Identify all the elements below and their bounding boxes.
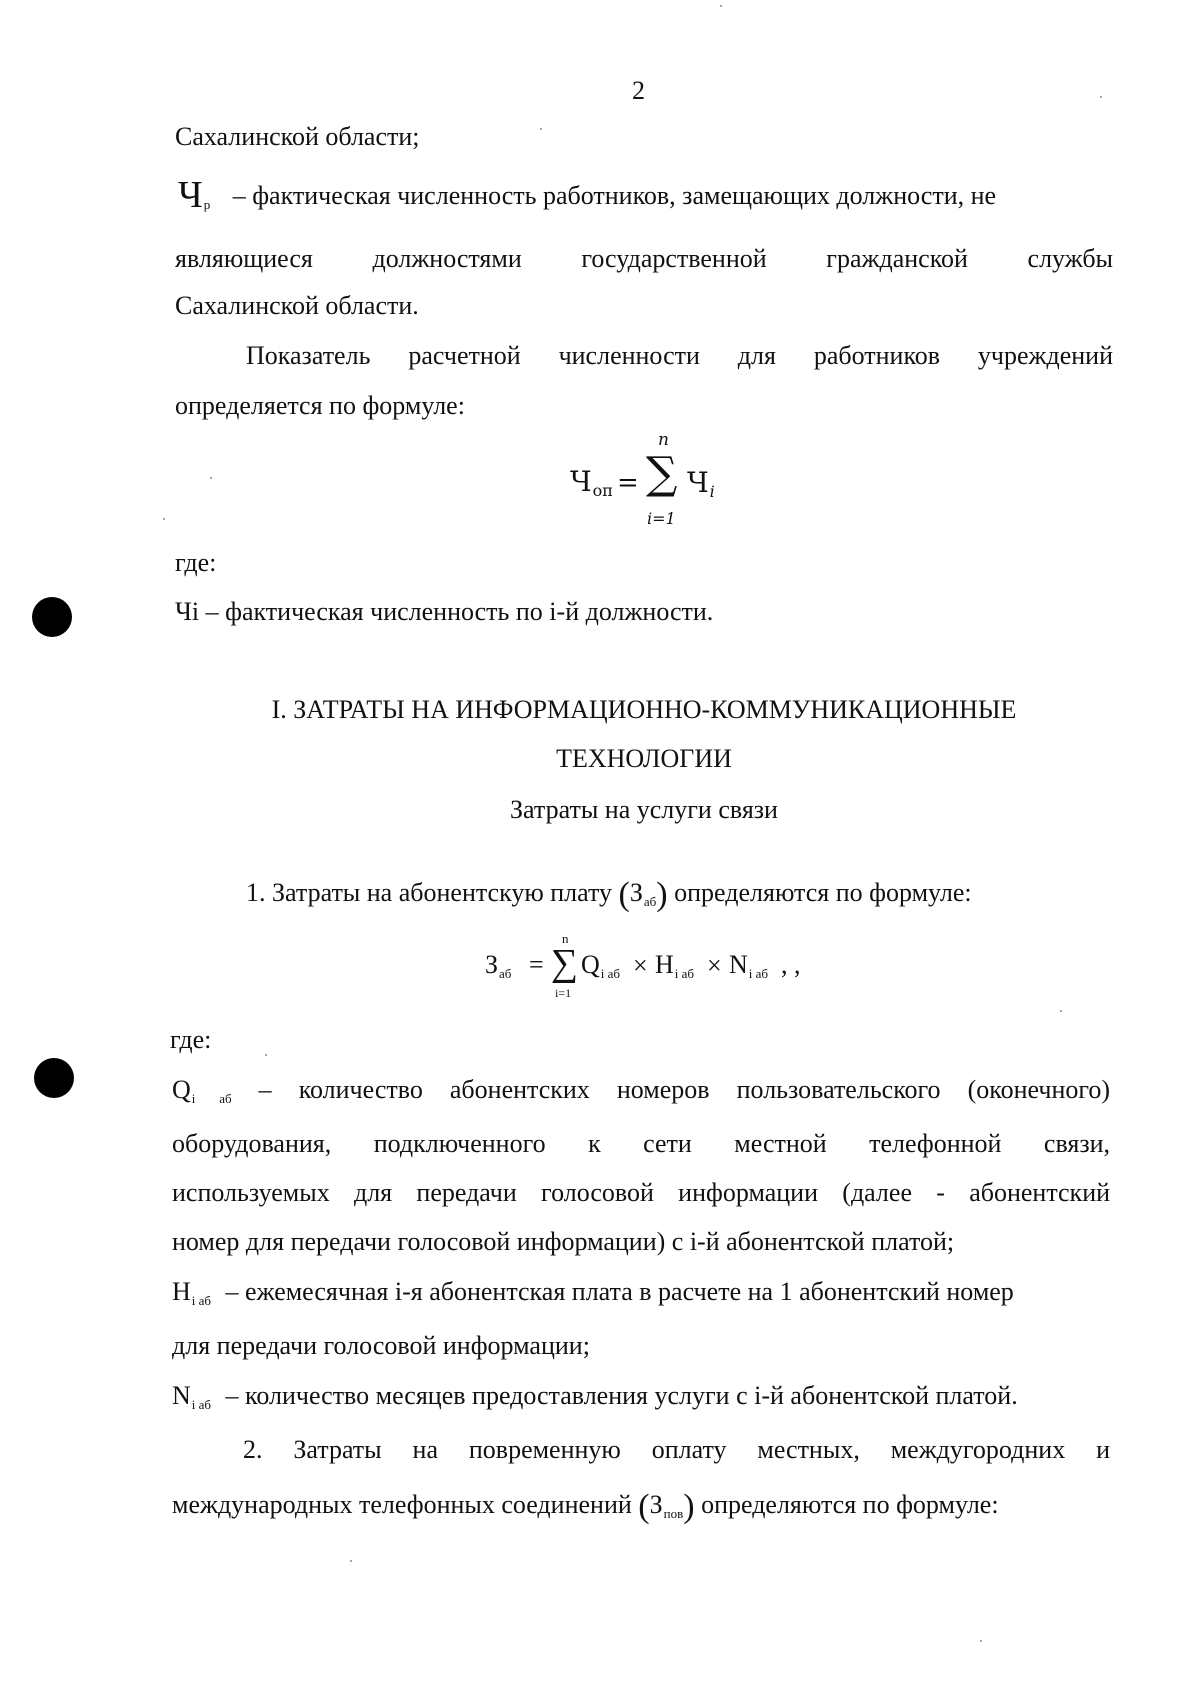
scan-speck: [980, 1640, 982, 1642]
scan-speck: [1060, 1010, 1062, 1012]
formula-term: $Ч_i$: [687, 466, 715, 501]
paragraph-line: Сахалинской области;: [175, 122, 420, 151]
scan-speck: [265, 1054, 267, 1056]
sigma-lower-limit: i=1: [647, 509, 676, 528]
paragraph-line: определяется по формуле:: [175, 391, 465, 420]
scan-speck: [1100, 96, 1102, 98]
scan-speck: [210, 477, 212, 479]
justified-line: Показатель расчетной численности для работников учреждений: [246, 341, 1114, 370]
paragraph-line: Сахалинской области.: [175, 291, 419, 320]
symbol-zpov: $(З_{пов})$: [638, 1488, 695, 1525]
symbol-h: $H_{i аб}$: [172, 1277, 212, 1308]
sigma-upper-limit: n: [562, 931, 569, 946]
item-2-line: 2. Затраты на повременную оплату местных, междугородних и: [243, 1435, 1111, 1464]
symbol-n: $N_{i аб}$: [172, 1381, 212, 1412]
formula-equals: =: [529, 950, 544, 979]
symbol-zab: $(З_{аб})$: [618, 876, 668, 913]
definition-h-line: $H_{i аб}$ – ежемесячная i-я абонентская плата в расчете на 1 абонентский номер: [172, 1277, 1014, 1308]
binder-hole-top: [32, 597, 72, 637]
formula-q: $Q_{i аб}$: [581, 950, 621, 981]
justified-line: оборудования, подключенного к сети местной телефонной связи,: [172, 1129, 1111, 1158]
formula-times: ×: [633, 951, 648, 980]
symbol-chr: $Ч_р$: [178, 174, 211, 216]
formula-lhs: $Ч_{оп}$: [570, 465, 613, 500]
formula-chop: [565, 430, 735, 535]
section-subtitle: Затраты на услуги связи: [510, 795, 778, 824]
formula-times: ×: [707, 951, 722, 980]
scan-speck: [350, 1560, 352, 1562]
formula-lhs: $З_{аб}$: [485, 950, 512, 981]
symbol-q: $Q_{i аб}$: [172, 1075, 232, 1106]
definition-chi: Чi – фактическая численность по i-й должности.: [175, 597, 714, 626]
item-1-line: 1. Затраты на абонентскую плату $(З_{аб})$ определяются по формуле:: [246, 876, 972, 913]
justified-line: используемых для передачи голосовой информации (далее - абонентский: [172, 1178, 1111, 1207]
scan-speck: [540, 128, 542, 130]
formula-tail: , ,: [781, 950, 801, 979]
section-title: I. ЗАТРАТЫ НА ИНФОРМАЦИОННО-КОММУНИКАЦИОННЫЕ: [271, 695, 1017, 724]
formula-zab: [485, 932, 815, 1002]
paragraph-line: номер для передачи голосовой информации) с i-й абонентской платой;: [172, 1227, 955, 1256]
definition-chr: [178, 176, 1118, 214]
where-label: где:: [170, 1025, 212, 1054]
item-2-line: международных телефонных соединений $(З_{пов})$ определяются по формуле:: [172, 1488, 999, 1525]
formula-n: $N_{i аб}$: [729, 950, 769, 981]
sigma-upper-limit: n: [658, 430, 669, 450]
section-title: ТЕХНОЛОГИИ: [556, 744, 732, 773]
page-number: 2: [632, 76, 645, 105]
justified-line: являющиеся должностями государственной гражданской службы: [175, 244, 1114, 273]
sigma-lower-limit: i=1: [555, 986, 572, 1000]
definition-text: – фактическая численность работников, замещающих должности, не: [232, 181, 997, 210]
definition-q-line: $Q_{i аб}$ – количество абонентских номеров пользовательского (оконечного): [172, 1075, 1111, 1106]
where-label: где:: [175, 548, 217, 577]
scan-speck: [720, 5, 722, 7]
formula-h: $H_{i аб}$: [655, 950, 695, 981]
sigma-symbol: ∑: [646, 448, 678, 499]
scan-speck: [163, 518, 165, 520]
formula-equals: =: [617, 468, 639, 498]
sigma-symbol: ∑: [551, 942, 579, 984]
paragraph-line: для передачи голосовой информации;: [172, 1331, 590, 1360]
binder-hole-bottom: [34, 1058, 74, 1098]
definition-n-line: $N_{i аб}$ – количество месяцев предоставления услуги с i-й абонентской платой.: [172, 1381, 1018, 1412]
